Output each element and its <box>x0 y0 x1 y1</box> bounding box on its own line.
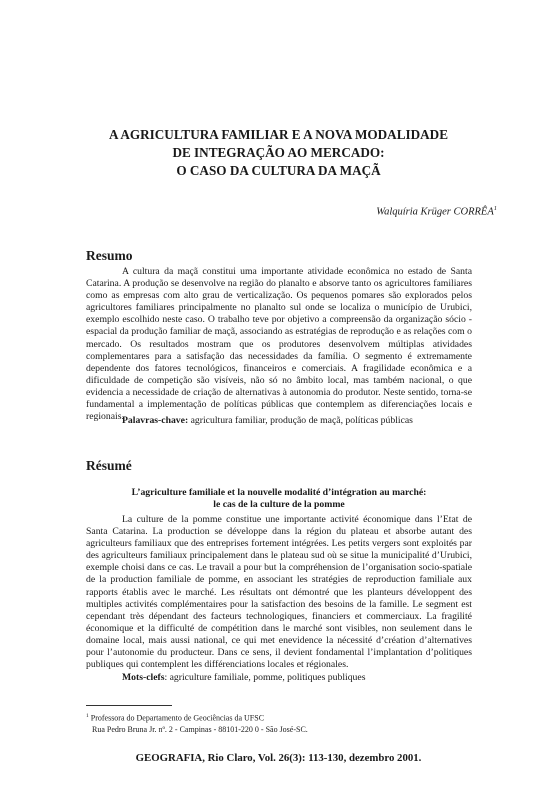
journal-citation: GEOGRAFIA, Rio Claro, Vol. 26(3): 113-130, dezembro 2001. <box>135 752 422 764</box>
resume-body <box>86 514 472 671</box>
footnote-divider <box>86 705 172 706</box>
article-title <box>60 126 497 180</box>
author-footnote-mark: 1 <box>493 205 497 212</box>
resume-heading: Résumé <box>86 458 132 473</box>
resume-subtitle <box>86 487 472 511</box>
resume-keywords-text: : agriculture familiale, pomme, politiques publiques <box>164 672 366 683</box>
resumo-keywords-text: agricultura familiar, produção de maçã, políticas públicas <box>190 415 413 426</box>
resume-subtitle-line-1: L’agriculture familiale et la nouvelle modalité d’intégration au marché: <box>131 487 427 498</box>
title-line-2: DE INTEGRAÇÃO AO MERCADO: <box>172 145 385 160</box>
resume-keywords <box>122 672 365 683</box>
footnote-mark: 1 <box>86 713 89 719</box>
resume-paragraph: La culture de la pomme constitue une importante activité économique dans l’Etat de Santa Catarina. La production se développe dans la région du plateau et absorbe autant des agriculteurs familiaux que des entreprises fortement intégrées. Les petits vergers sont exploités par des agriculteurs familiaux principalement dans le plateau sud où se situe la municipalité d’Urubici, exemple choisi dans ce cas. Le travail a pour but la compréhension de l’organisation socio-spatiale de la production familiale de pomme, en associant les stratégies de reproduction familiale aux rapports établis avec le marché. Les résultats ont démontré que les planteurs développent des multiples activités complémentaires pour la satisfaction des besoins de la famille. Le segment est cependant très dépendant des facteurs technologiques, financiers et commerciaux. La fragilité économique et la difficulté de compétition dans le marché sont visibles, non seulement dans le domaine local, mais aussi national, ce qui met enevidence la nécessité d’création d’alternatives pour l’autonomie du producteur. Dans ce sens, il devient fondamental l’implantation d’politiques publiques qui contemplent les différenciations locales et régionales. <box>86 514 472 671</box>
resumo-body <box>86 266 472 423</box>
author-byline <box>376 205 497 218</box>
title-line-1: A AGRICULTURA FAMILIAR E A NOVA MODALIDADE <box>108 127 449 142</box>
title-line-3: O CASO DA CULTURA DA MAÇÃ <box>176 163 381 178</box>
footnote <box>86 711 308 735</box>
resumo-paragraph: A cultura da maçã constitui uma importante atividade econômica no estado de Santa Catarina. A produção se desenvolve na região do planalto e absorve tanto os agricultores familiares como as empresas com alto grau de verticalização. Os pequenos pomares são explorados pelos agricultores familiares principalmente no planalto sul onde se localiza o município de Urubici, exemplo escolhido neste caso. O trabalho teve por objetivo a compreensão da organização sócio - espacial da produção familiar de maçã, associando as estratégias de reprodução e as relações com o mercado. Os resultados mostram que os produtores desenvolvem múltiplas atividades complementares para a satisfação das necessidades da família. O segmento é extremamente dependente dos fatores tecnológicos, financeiros e comerciais. A fragilidade econômica e a dificuldade de competição são visíveis, não só no âmbito local, mas também nacional, o que evidencia a necessidade de criação de alternativas à autonomia do produtor. Neste sentido, torna-se fundamental a implementação de políticas públicas que contemplem as diferenciações locais e regionais. <box>86 266 472 423</box>
resumo-keywords <box>122 415 413 426</box>
author-name: Walquíria Krüger CORRÊA <box>376 206 494 218</box>
resume-keywords-label: Mots-clefs <box>122 672 165 683</box>
footnote-line-1 <box>86 711 308 724</box>
resumo-heading: Resumo <box>86 248 133 263</box>
footnote-address: Rua Pedro Bruna Jr. nº. 2 - Campinas - 88101-220 0 - São José-SC. <box>92 724 308 734</box>
footnote-affiliation: Professora do Departamento de Geociências da UFSC <box>90 713 265 723</box>
resumo-keywords-label: Palavras-chave: <box>122 415 189 426</box>
resume-subtitle-line-2: le cas de la culture de la pomme <box>213 499 345 510</box>
